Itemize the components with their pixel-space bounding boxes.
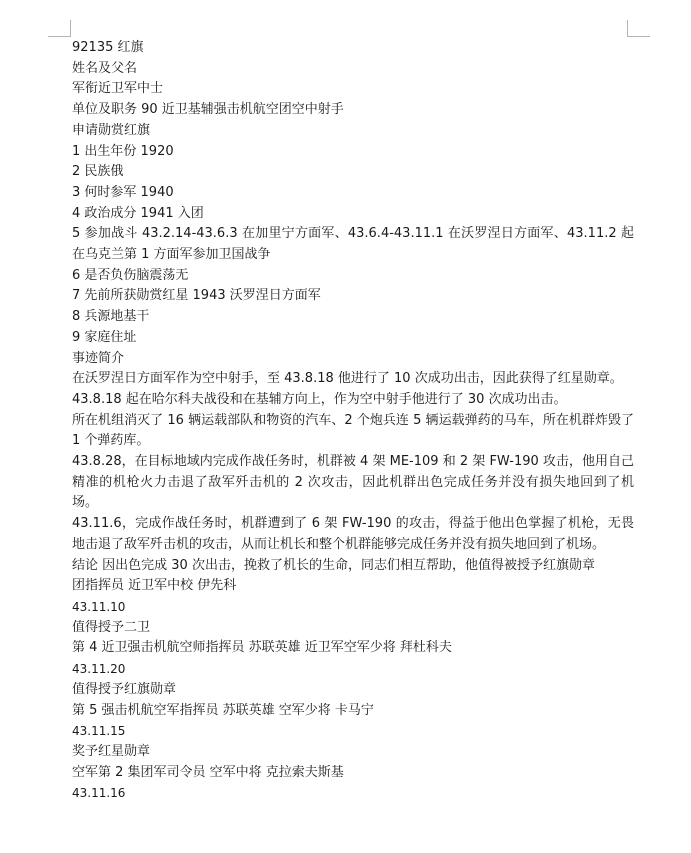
date-line-3: 43.11.15: [72, 724, 126, 739]
summary-paragraph-3: 所在机组消灭了 16 辆运载部队和物资的汽车、2 个炮兵连 5 辆运载弹药的马车，所在机群炸毁了 1 个弹药库。: [72, 412, 634, 449]
army-commander-line: 空军第 2 集团军司令员 空军中将 克拉索夫斯基: [72, 764, 344, 780]
previous-awards-line: 7 先前所获勋赏红星 1943 沃罗涅日方面军: [72, 288, 321, 304]
date-line-1: 43.11.10: [72, 599, 126, 614]
summary-paragraph-1: 在沃罗涅日方面军作为空中射手，至 43.8.18 他进行了 10 次成功出击，因此获得了红星勋章。: [72, 371, 623, 387]
date-line-2: 43.11.20: [72, 662, 126, 677]
home-address-line: 9 家庭住址: [72, 329, 137, 345]
summary-heading: 事迹简介: [72, 350, 125, 366]
summary-paragraph-5: 43.11.6，完成作战任务时，机群遭到了 6 架 FW-190 的攻击，得益于他出色掌握了机枪，无畏地击退了敌军歼击机的攻击，从而让机长和整个机群能够完成任务并没有损失地回到了机场。: [72, 516, 634, 552]
rank-line: 军衔近卫军中士: [72, 81, 164, 97]
endorsement-line-2: 值得授予红旗勋章: [72, 681, 177, 697]
award-number-line: 92135 红旗: [72, 40, 144, 55]
unit-line: 单位及职务 90 近卫基辅强击机航空团空中射手: [72, 102, 344, 118]
wounds-line: 6 是否负伤脑震荡无: [72, 267, 189, 283]
summary-paragraph-2: 43.8.18 起在哈尔科夫战役和在基辅方向上，作为空中射手他进行了 30 次成功出击。: [72, 391, 567, 407]
endorsement-line-1: 值得授予二卫: [72, 619, 151, 635]
corps-commander-line: 第 5 强击机航空军指挥员 苏联英雄 空军少将 卡马宁: [72, 702, 374, 718]
conclusion-line: 结论 因出色完成 30 次出击，挽救了机长的生命，同志们相互帮助，他值得被授予红旗勋章: [72, 557, 595, 573]
regiment-commander-line: 团指挥员 近卫军中校 伊先科: [72, 578, 237, 594]
requested-award-line: 申请勋赏红旗: [72, 122, 151, 138]
recruitment-line: 8 兵源地基干: [72, 309, 150, 325]
top-right-crop-mark: [627, 20, 650, 37]
enlistment-line: 3 何时参军 1940: [72, 184, 174, 200]
top-left-crop-mark: [48, 20, 71, 37]
nationality-line: 2 民族俄: [72, 164, 124, 180]
political-status-line: 4 政治成分 1941 入团: [72, 205, 204, 221]
name-line: 姓名及父名: [72, 60, 138, 76]
final-award-line: 奖予红星勋章: [72, 743, 151, 759]
document-body[interactable]: [72, 38, 634, 804]
division-commander-line: 第 4 近卫强击机航空师指挥员 苏联英雄 近卫军空军少将 拜杜科夫: [72, 640, 452, 656]
birth-year-line: 1 出生年份 1920: [72, 143, 174, 159]
summary-paragraph-4: 43.8.28，在目标地域内完成作战任务时，机群被 4 架 ME-109 和 2 架 FW-190 攻击，他用自己精准的机枪火力击退了敌军歼击机的 2 次攻击，因此机群出色完成任务并没有损失地回到了机场。: [72, 454, 634, 511]
combat-service-paragraph: 5 参加战斗 43.2.14-43.6.3 在加里宁方面军、43.6.4-43.11.1 在沃罗涅日方面军、43.11.2 起在乌克兰第 1 方面军参加卫国战争: [72, 226, 634, 263]
date-line-4: 43.11.16: [72, 786, 126, 801]
